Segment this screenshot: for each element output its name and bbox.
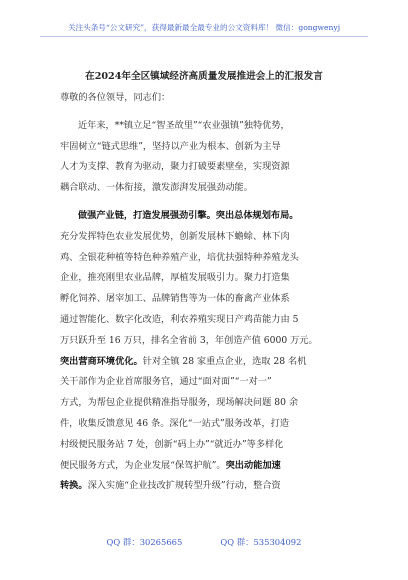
paragraph-line: 充分发挥特色农业发展优势，创新发展林下蟾蜍、林下肉 xyxy=(60,230,290,242)
paragraph-line: 件，收集反馈意见 46 条。深化“一站式”服务改革，打造 xyxy=(60,417,290,429)
paragraph-line xyxy=(60,476,358,497)
paragraph-line: 通过智能化、数字化改造，利农养殖实现日产鸡苗能力由 5 xyxy=(60,313,299,325)
paragraph-text: 针对全镇 28 家重点企业，选取 28 名机 xyxy=(142,355,307,367)
paragraph-text: 深入实施“企业技改扩规转型升级”行动，整合资 xyxy=(87,480,281,492)
qq-group-1[interactable]: QQ 群：30265665 xyxy=(106,537,183,547)
paragraph-text: 便民服务方式，为企业发展“保驾护航”。 xyxy=(60,459,226,471)
section-heading: 转换。 xyxy=(60,480,88,492)
intro-line: 牢固树立“链式思维”，坚持以产业为根本、创新为主导 xyxy=(60,140,281,152)
intro-line: 近年来，**镇立足“智圣故里”“农业强镇”独特优势， xyxy=(78,119,290,131)
paragraph-line: 方式，为帮包企业提供精准指导服务，现场解决问题 80 余 xyxy=(60,397,299,409)
qq-group-2[interactable]: QQ 群：535304092 xyxy=(220,537,302,547)
header-divider xyxy=(40,36,368,37)
paragraph-line: 关干部作为企业首席服务官，通过“面对面”“一对一” xyxy=(60,376,272,388)
intro-line: 耦合联动、一体衔接，激发澎湃发展强劲动能。 xyxy=(60,182,253,194)
paragraph-line: 企业，推亮刚里农业品牌，厚植发展吸引力。聚力打造集 xyxy=(60,272,290,284)
footer-contacts xyxy=(0,536,408,548)
paragraph-line: 村级便民服务站 7 处，创新“码上办”“就近办”等多样化 xyxy=(60,438,284,450)
section-heading: 突出动能加速 xyxy=(225,459,281,471)
promo-header[interactable]: 关注头条号“公文研究”，获得最新最全最专业的公文资料库！ 微信：gongwenyj xyxy=(67,23,341,32)
section-heading: 做强产业链，打造发展强劲引擎。突出总体规划布局。 xyxy=(78,209,299,221)
paragraph-line: 万只跃升至 16 万只，排名全省前 3，年创造产值 6000 万元。 xyxy=(60,334,318,346)
intro-line: 人才为支撑、教育为驱动，聚力打破要素壁垒，实现资源 xyxy=(60,161,290,173)
document-body xyxy=(60,88,358,497)
paragraph-line xyxy=(60,352,358,373)
paragraph-line xyxy=(60,456,358,477)
salutation: 尊敬的各位领导，同志们： xyxy=(60,92,171,103)
paragraph-line: 鸡、全银花种植等特色种养殖产业，培优扶强特种养殖龙头 xyxy=(60,251,299,263)
document-title: 在2024年全区镇域经济高质量发展推进会上的汇报发言 xyxy=(85,71,323,82)
section-heading: 突出营商环境优化。 xyxy=(60,355,143,367)
paragraph-line: 孵化饲养、屠宰加工、品牌销售等为一体的畜禽产业体系 xyxy=(60,293,290,305)
